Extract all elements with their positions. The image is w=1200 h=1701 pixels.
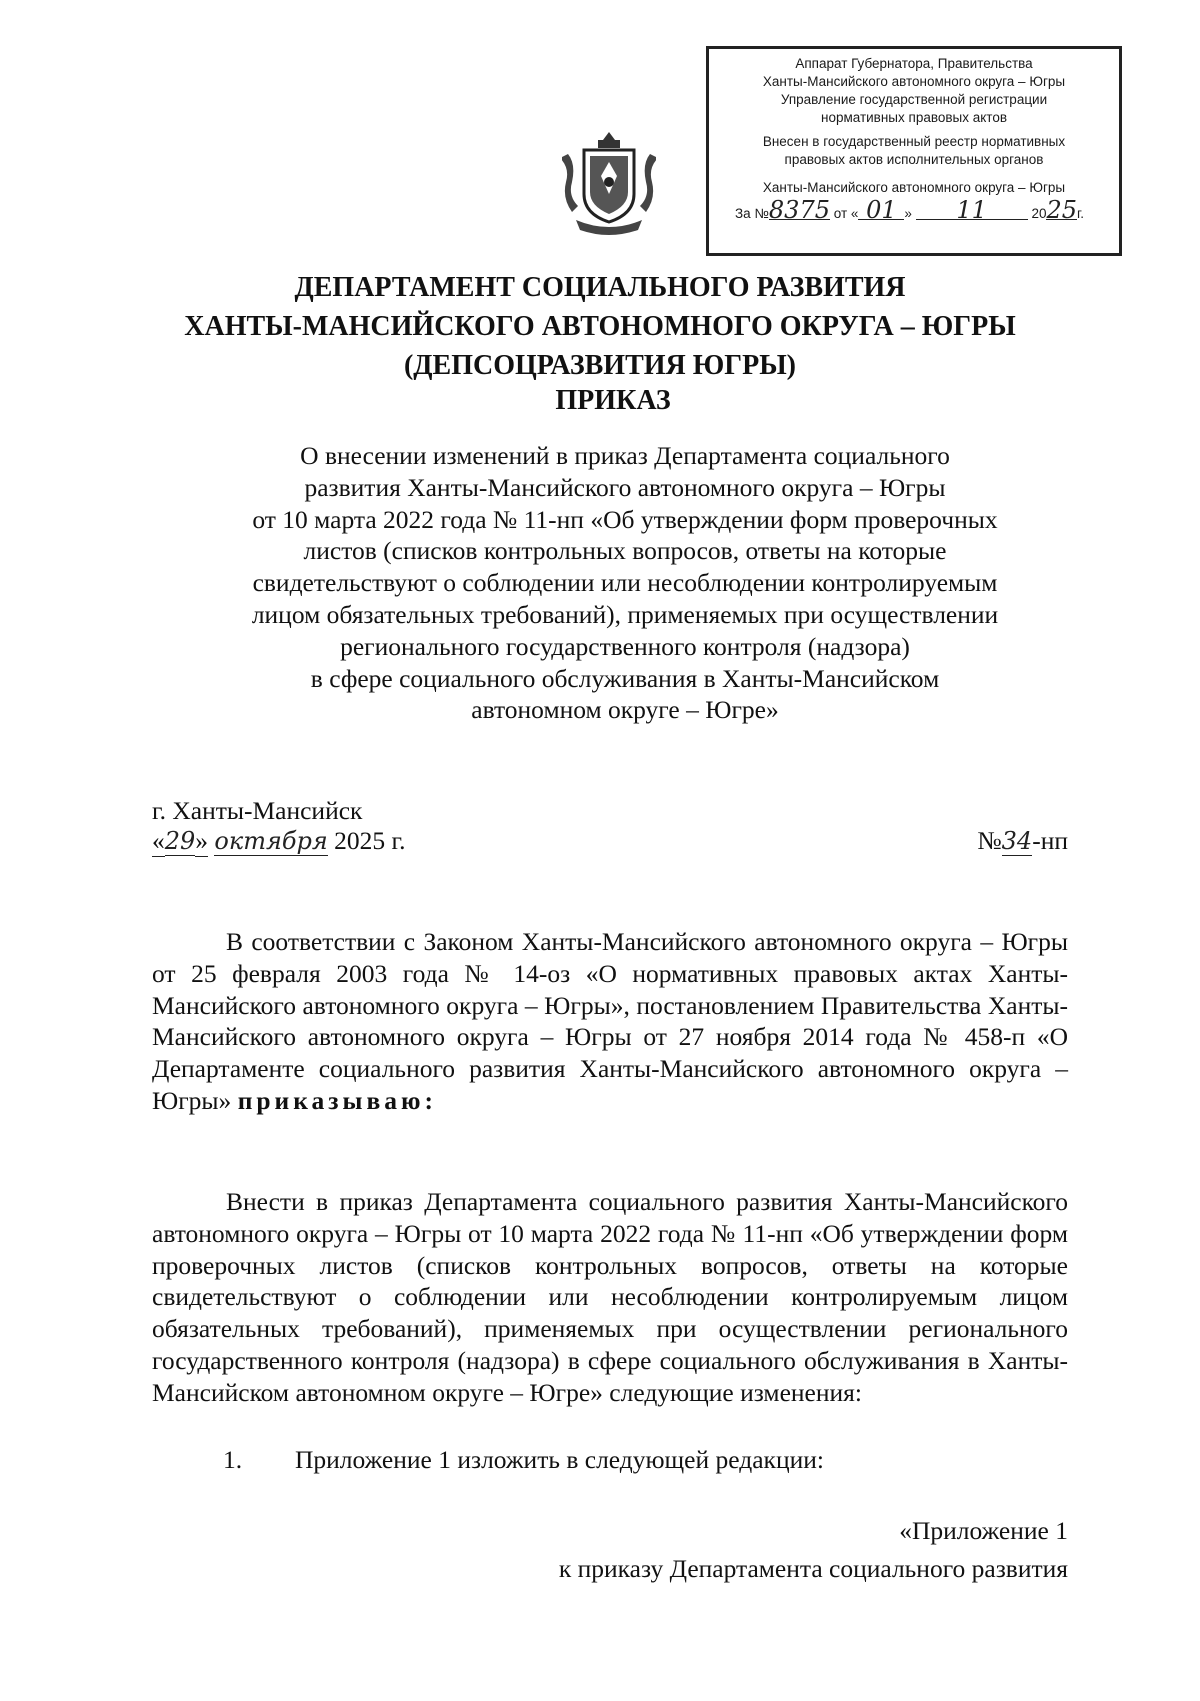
amendment-paragraph — [152, 1186, 1068, 1409]
list-item — [223, 1445, 824, 1475]
department-line: (ДЕПСОЦРАЗВИТИЯ ЮГРЫ) — [403, 350, 797, 381]
subject-line: О внесении изменений в приказ Департамента социального — [300, 441, 950, 470]
stamp-reg-day: 01 — [858, 201, 904, 220]
date-open-quote: « — [152, 826, 165, 855]
stamp-line: правовых актов исполнительных органов — [784, 152, 1044, 167]
stamp-line: Внесен в государственный реестр нормативных — [762, 134, 1066, 149]
stamp-reg-sep: » — [904, 206, 912, 221]
stamp-line: нормативных правовых актов — [820, 110, 1008, 125]
date-day: 29 — [164, 827, 196, 855]
preamble-paragraph — [152, 926, 1068, 1117]
stamp-reg-number: 8375 — [768, 196, 830, 224]
city-name: г. Ханты-Мансийск — [152, 796, 363, 825]
date-close-quote: » — [195, 826, 209, 855]
subject-line: от 10 марта 2022 года № 11-нп «Об утверждении форм проверочных — [252, 504, 998, 534]
subject-line: лицом обязательных требований), применяемых при осуществлении — [251, 599, 999, 629]
stamp-reg-year-suffix: г. — [1077, 206, 1085, 221]
stamp-line: Ханты-Мансийского автономного округа – Югры — [762, 74, 1066, 89]
preamble-text: В соответствии с Законом Ханты-Мансийского автономного округа – Югры от 25 февраля 2003 года № 14-оз «О нормативных правовых актах Ханты-Мансийского автономного округа – Югры», постановлением Правительства Ханты-Мансийского автономного округа – Югры от 27 ноября 2014 года № 458-п «О Департаменте социального развития Ханты-Мансийского автономного округа – Югры» — [152, 927, 1068, 1115]
stamp-registration-line — [713, 196, 1115, 224]
item-text: Приложение 1 изложить в следующей редакции: — [295, 1445, 824, 1474]
number-value: 34 — [1001, 827, 1033, 855]
stamp-line: Управление государственной регистрации — [780, 92, 1048, 107]
order-subject — [200, 440, 1050, 726]
stamp-reg-from: от « — [833, 206, 859, 221]
subject-line: автономном округе – Югре» — [471, 695, 779, 725]
order-word: приказываю: — [237, 1085, 437, 1115]
subject-line: регионального государственного контроля (надзора) — [340, 631, 910, 661]
item-number: 1. — [223, 1445, 243, 1474]
registration-stamp — [706, 46, 1122, 256]
department-line: ХАНТЫ-МАНСИЙСКОГО АВТОНОМНОГО ОКРУГА – ЮГРЫ — [184, 311, 1016, 342]
subject-line: развития Ханты-Мансийского автономного округа – Югры — [304, 472, 946, 502]
appendix-line: «Приложение 1 — [899, 1516, 1068, 1545]
appendix-heading — [559, 1512, 1068, 1588]
number-prefix: № — [977, 826, 1002, 855]
appendix-line: к приказу Департамента социального развития — [558, 1554, 1068, 1583]
stamp-line: Аппарат Губернатора, Правительства — [795, 56, 1033, 71]
stamp-reg-year-prefix: 20 — [1031, 206, 1047, 221]
department-heading — [0, 268, 1200, 385]
stamp-reg-month: 11 — [916, 201, 1028, 220]
date-year: 2025 г. — [334, 826, 406, 855]
number-suffix: -нп — [1032, 826, 1068, 855]
subject-line: листов (списков контрольных вопросов, ответы на которые — [303, 536, 947, 566]
department-line: ДЕПАРТАМЕНТ СОЦИАЛЬНОГО РАЗВИТИЯ — [294, 272, 906, 303]
order-number — [977, 826, 1068, 856]
amendment-text: Внести в приказ Департамента социального развития Ханты-Мансийского автономного округа – Югры от 10 марта 2022 года № 11-нп «Об утверждении форм проверочных листов (списков контрольных вопросов, ответы на которые свидетельствуют о соблюдении или несоблюдении контролируемым лицом обязательных требований), применяемых при осуществлении регионального государственного контроля (надзора) в сфере социального обслуживания в Ханты-Мансийском автономном округе – Югре» следующие изменения: — [152, 1187, 1068, 1407]
document-type-title: ПРИКАЗ — [555, 385, 671, 416]
date-month: октября — [214, 827, 328, 855]
stamp-reg-year: 25 — [1046, 196, 1078, 224]
coat-of-arms-emblem — [562, 128, 656, 236]
subject-line: в сфере социального обслуживания в Ханты-Мансийском — [310, 663, 940, 693]
order-date — [152, 826, 405, 857]
stamp-reg-prefix: За № — [735, 206, 769, 221]
stamp-line: Ханты-Мансийского автономного округа – Югры — [762, 180, 1066, 195]
subject-line: свидетельствуют о соблюдении или несоблюдении контролируемым — [252, 568, 998, 598]
